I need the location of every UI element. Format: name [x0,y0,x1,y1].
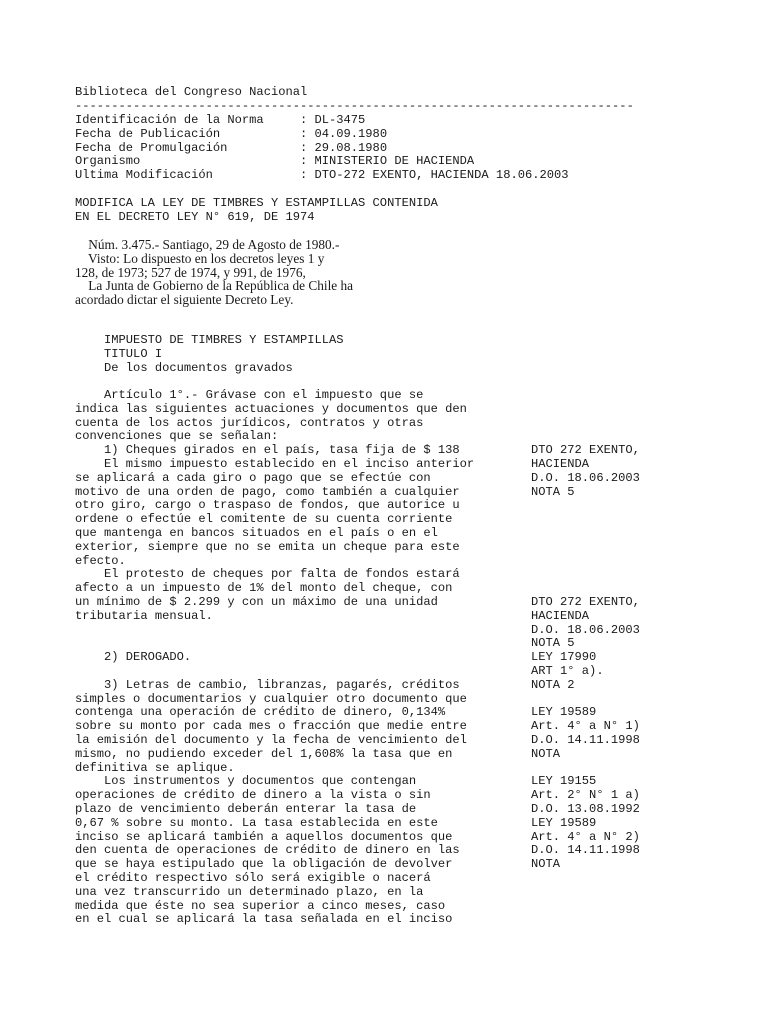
margin-note: LEY 19589 [531,705,597,720]
preamble-line: Núm. 3.475.- Santiago, 29 de Agosto de 1980.- [75,237,340,252]
metadata-row [75,169,569,183]
body-line: simples o documentarios y cualquier otro documento que [75,691,467,706]
metadata-value: 29.08.1980 [314,140,388,155]
metadata-colon: : [299,154,315,169]
metadata-label: Identificación de la Norma [75,113,300,127]
margin-note: NOTA [531,857,561,872]
margin-note: ART 1° a). [531,664,604,678]
body-line: 3) Letras de cambio, libranzas, pagarés, créditos [75,677,460,692]
body-line: motivo de una orden de pago, como también a cualquier [75,484,460,499]
margin-note: HACIENDA [531,608,590,623]
metadata-row [75,114,365,128]
margin-note: Art. 4° a N° 2) [531,829,640,844]
margin-note: NOTA 2 [531,677,575,692]
body-line: indica las siguientes actuaciones y documentos que den [75,401,467,416]
body-line: Artículo 1°.- Grávase con el impuesto que se [75,388,424,402]
metadata-value: MINISTERIO DE HACIENDA [314,154,475,169]
body-line: contenga una operación de crédito de dinero, 0,134% [75,705,446,720]
metadata-row [75,142,387,156]
body-line: tributaria mensual. [75,608,213,623]
title-line: MODIFICA LA LEY DE TIMBRES Y ESTAMPILLAS CONTENIDA [75,196,438,210]
preamble-line: 128, de 1973; 527 de 1974, y 991, de 1976, [75,264,306,280]
margin-note: NOTA [531,746,561,761]
margin-note: Art. 2° N° 1 a) [531,788,640,803]
body-line: que mantenga en bancos situados en el país o en el [75,526,438,540]
body-line: mismo, no pudiendo exceder del 1,608% la tasa que en [75,746,453,761]
metadata-label: Ultima Modificación [75,168,300,183]
margin-note: D.O. 13.08.1992 [531,802,640,816]
margin-note: D.O. 18.06.2003 [531,622,640,637]
margin-note: D.O. 14.11.1998 [531,843,640,858]
body-line: una vez transcurrido un determinado plazo, en la [75,884,424,899]
body-line: el crédito respectivo sólo será exigible o nacerá [75,871,431,885]
body-line: Los instrumentos y documentos que contengan [75,774,417,789]
metadata-value: DTO-272 EXENTO, HACIENDA 18.06.2003 [314,168,569,183]
body-line: El protesto de cheques por falta de fondos estará [75,567,460,582]
body-line: en el cual se aplicará la tasa señalada en el inciso [75,912,453,927]
margin-note: HACIENDA [531,457,590,471]
body-line: afecto a un impuesto de 1% del monto del cheque, con [75,581,453,596]
body-line: medida que éste no sea superior a cinco meses, caso [75,898,446,913]
metadata-row [75,155,474,169]
body-line: definitiva se aplique. [75,760,235,775]
heading-line: De los documentos gravados [75,360,293,375]
margin-note: D.O. 14.11.1998 [531,733,640,747]
margin-note: D.O. 18.06.2003 [531,470,640,485]
margin-note: LEY 19589 [531,815,597,830]
margin-note: DTO 272 EXENTO, [531,443,640,458]
margin-note: NOTA 5 [531,484,575,499]
body-line: 1) Cheques girados en el país, tasa fija de $ 138 [75,443,460,458]
heading-line: TITULO I [75,346,163,361]
metadata-row [75,128,387,142]
body-line: den cuenta de operaciones de crédito de dinero en las [75,843,460,858]
body-line: efecto. [75,553,126,568]
metadata-label: Fecha de Promulgación [75,140,300,155]
header-separator: ----------------------------------------------------------------------------- [75,99,634,113]
body-line: que se haya estipulado que la obligación de devolver [75,857,453,872]
metadata-label: Organismo [75,154,300,169]
body-line: ordene o efectúe el comitente de su cuenta corriente [75,512,453,527]
metadata-colon: : [299,140,315,155]
library-name: Biblioteca del Congreso Nacional [75,85,308,99]
body-line: operaciones de crédito de dinero a la vista o sin [75,788,431,803]
body-line: sobre su monto por cada mes o fracción que medie entre [75,719,467,734]
body-line: otro giro, cargo o traspaso de fondos, que autorice u [75,498,460,513]
body-line: cuenta de los actos jurídicos, contratos y otras [75,415,424,430]
margin-note: NOTA 5 [531,636,575,651]
margin-note: Art. 4° a N° 1) [531,719,640,734]
preamble-line: La Junta de Gobierno de la República de Chile ha [75,278,354,294]
body-line: exterior, siempre que no se emita un cheque para este [75,539,460,554]
margin-note: LEY 17990 [531,650,597,665]
metadata-value: 04.09.1980 [314,126,388,141]
preamble-line: acordado dictar el siguiente Decreto Ley. [75,292,294,308]
margin-note: DTO 272 EXENTO, [531,595,640,609]
metadata-colon: : [299,168,315,183]
body-line: convenciones que se señalan: [75,429,279,444]
margin-note: LEY 19155 [531,774,597,789]
preamble-line: Visto: Lo dispuesto en los decretos leyes 1 y [75,250,325,266]
metadata-value: DL-3475 [314,113,366,127]
heading-line: IMPUESTO DE TIMBRES Y ESTAMPILLAS [75,333,344,347]
body-line: 0,67 % sobre su monto. La tasa establecida en este [75,815,438,830]
metadata-colon: : [299,126,315,141]
body-line: se aplicará a cada giro o pago que se efectúe con [75,470,431,485]
body-line: El mismo impuesto establecido en el inciso anterior [75,457,475,471]
body-line: plazo de vencimiento deberán enterar la tasa de [75,802,417,816]
metadata-label: Fecha de Publicación [75,126,300,141]
body-line: la emisión del documento y la fecha de vencimiento del [75,733,467,747]
body-line: un mínimo de $ 2.299 y con un máximo de una unidad [75,595,438,609]
body-line: inciso se aplicará también a aquellos documentos que [75,829,453,844]
title-line: EN EL DECRETO LEY N° 619, DE 1974 [75,209,315,224]
metadata-colon: : [299,113,315,127]
body-line: 2) DEROGADO. [75,650,192,665]
